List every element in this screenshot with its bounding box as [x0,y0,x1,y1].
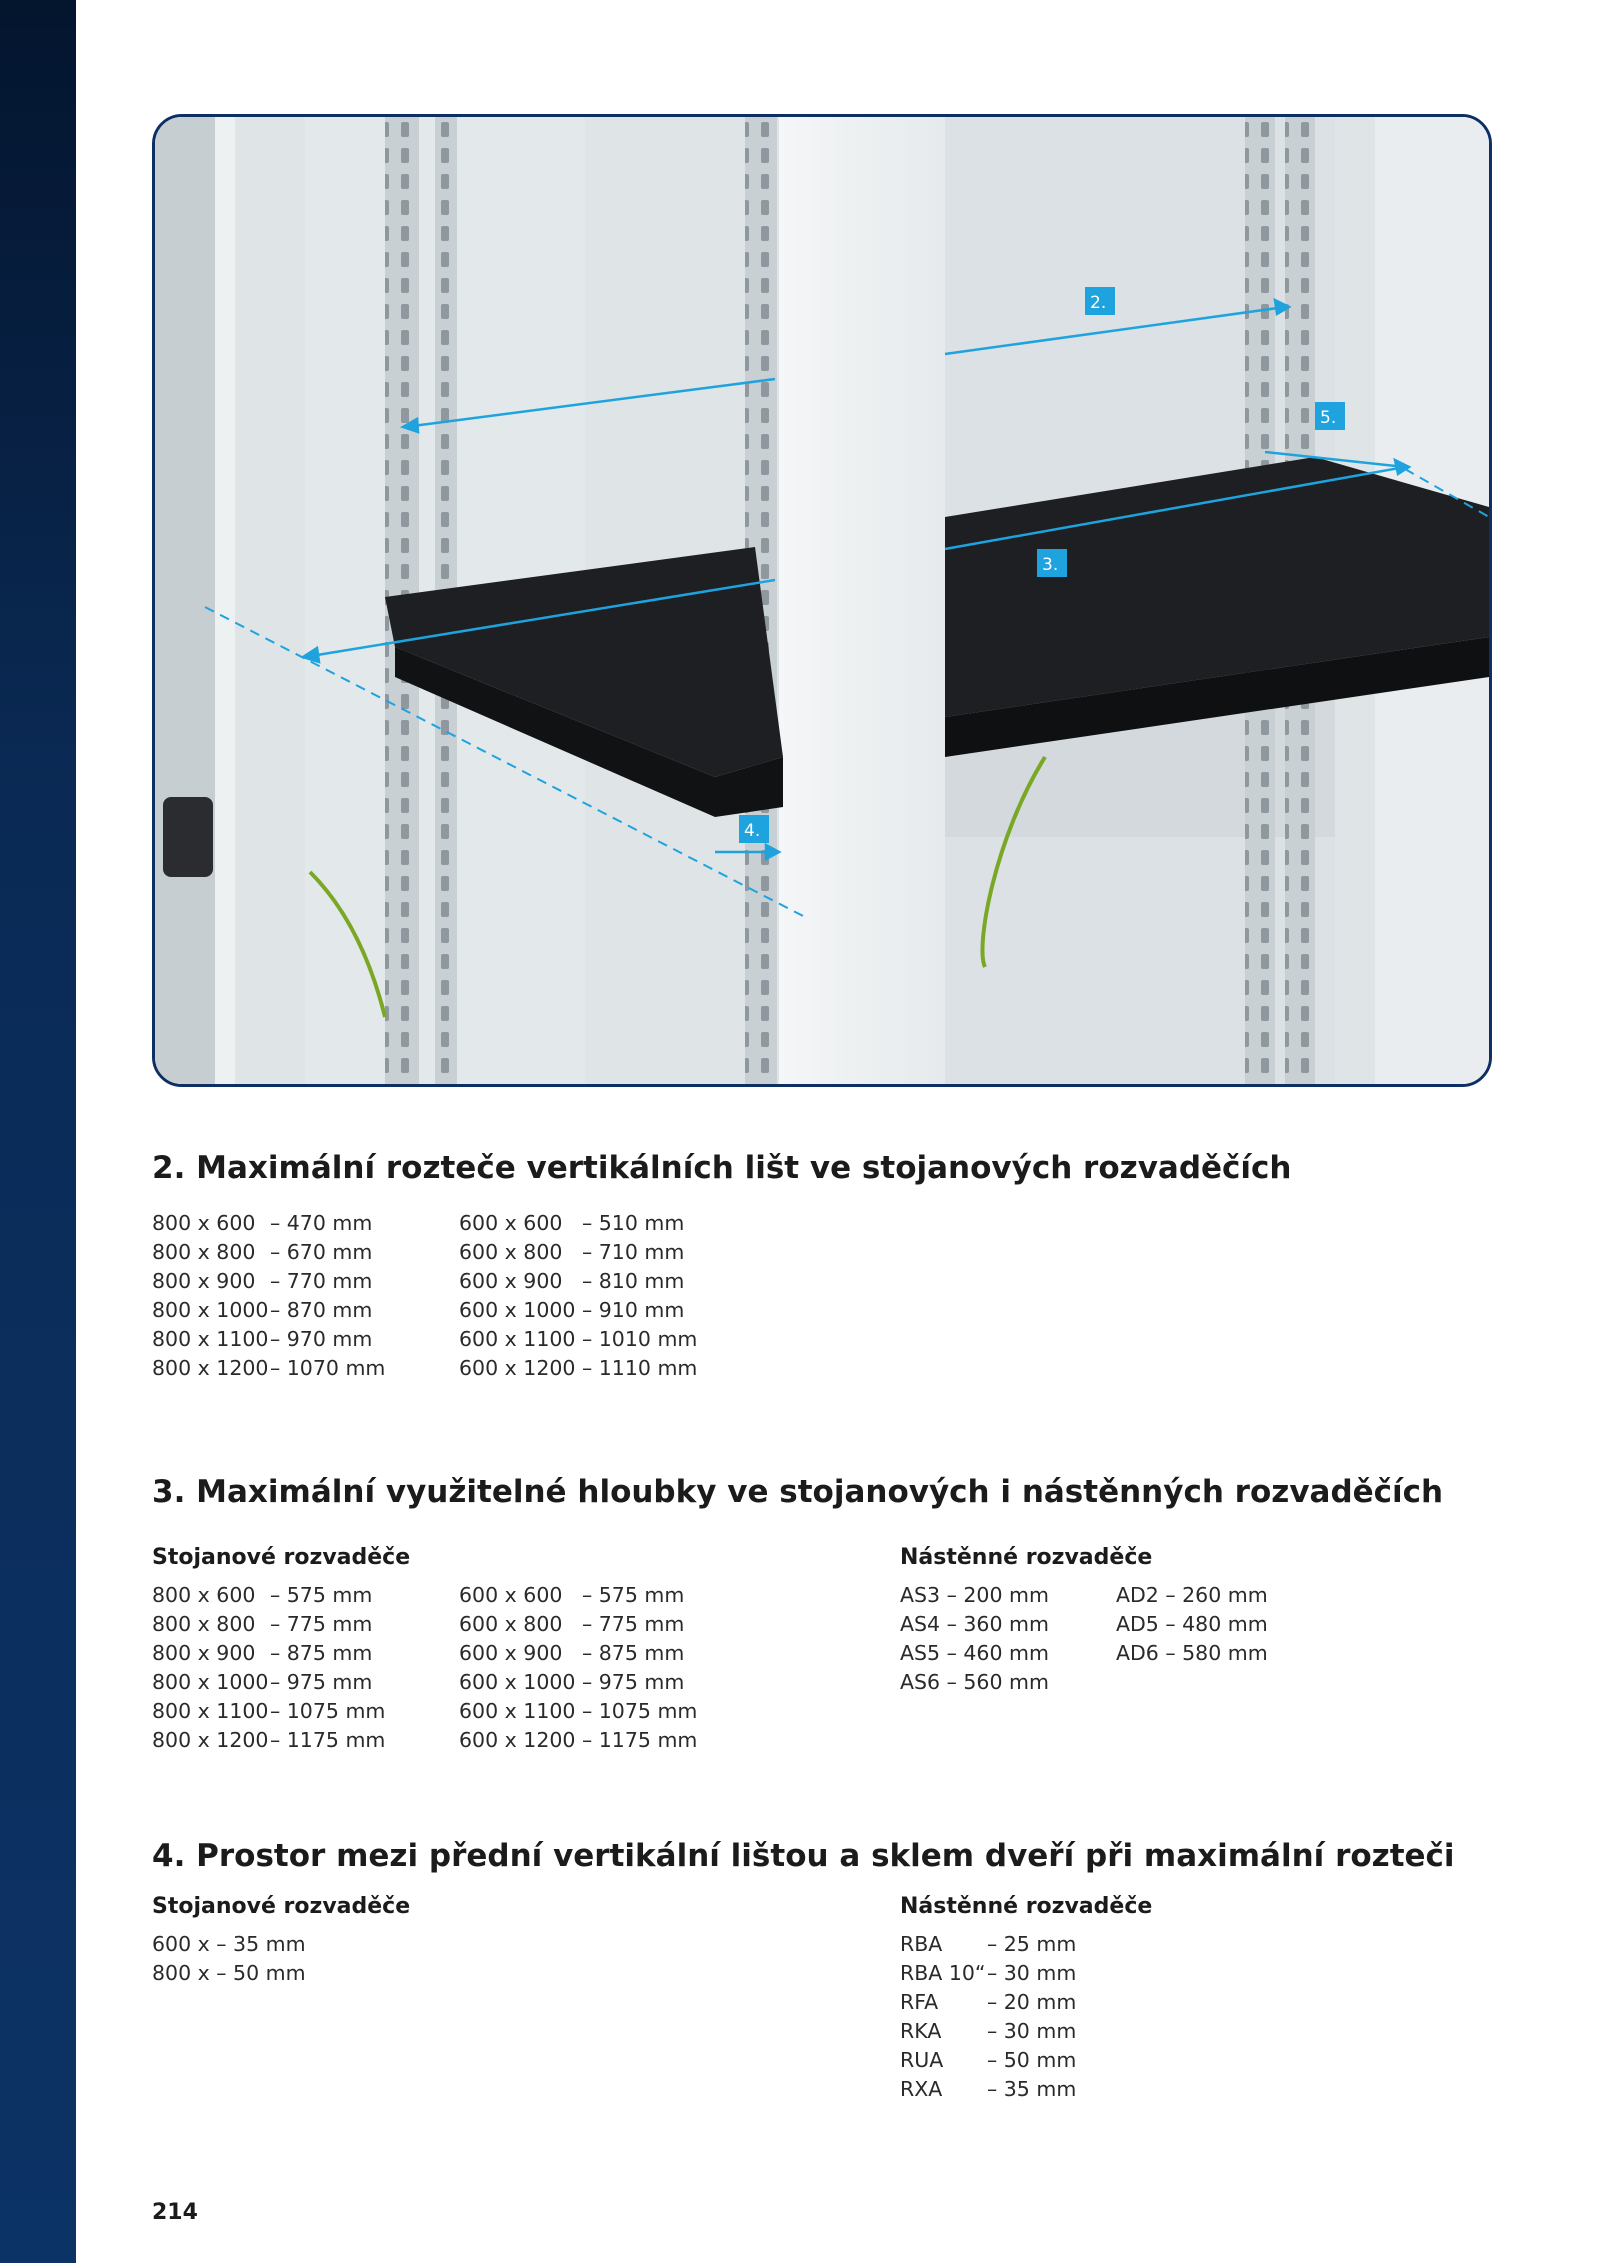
spec-row: 600 x 1000 – 975 mm [459,1670,685,1694]
section-4-subtitle-floor: Stojanové rozvaděče [152,1894,411,1919]
spec-row: RFA – 20 mm [900,1990,1077,2014]
spec-row: AD5 – 480 mm [1116,1612,1268,1636]
spec-row: 800 x 600 – 470 mm [152,1211,373,1235]
spec-row: 800 x 1000 – 975 mm [152,1670,373,1694]
spec-row: 600 x 600 – 510 mm [459,1211,685,1235]
spec-row: AD6 – 580 mm [1116,1641,1268,1665]
spec-row: 800 x 1200 – 1070 mm [152,1356,386,1380]
spec-row: RUA – 50 mm [900,2048,1077,2072]
spec-row: 600 x 1100 – 1075 mm [459,1699,698,1723]
measure-label-5: 5. [1320,408,1337,428]
section-4-subtitle-wall: Nástěnné rozvaděče [900,1894,1153,1919]
measure-label-4: 4. [744,821,761,841]
spec-row: 600 x 800 – 775 mm [459,1612,685,1636]
section-3-col-2 [459,1581,697,1755]
spec-row: 800 x 1100 – 970 mm [152,1327,373,1351]
spec-row: 800 x 1100 – 1075 mm [152,1699,386,1723]
rack-photo [152,114,1492,1087]
spec-row: AD2 – 260 mm [1116,1583,1268,1607]
section-2-col-1 [152,1209,385,1383]
spec-row: 600 x 1100 – 1010 mm [459,1327,698,1351]
spec-row: AS5 – 460 mm [900,1641,1049,1665]
spec-row: 800 x 800 – 670 mm [152,1240,373,1264]
page-number: 214 [152,2200,198,2225]
section-2-title: 2. Maximální rozteče vertikálních lišt ve stojanových rozvaděčích [152,1150,1292,1186]
spec-row: 600 x – 35 mm [152,1932,306,1956]
spec-row: RBA 10“ – 30 mm [900,1961,1077,1985]
spec-row: RXA – 35 mm [900,2077,1077,2101]
section-3-col-wall-as [900,1581,1049,1697]
measure-label-3: 3. [1042,555,1059,575]
spec-row: AS4 – 360 mm [900,1612,1049,1636]
spec-row: 600 x 900 – 875 mm [459,1641,685,1665]
spec-row: AS6 – 560 mm [900,1670,1049,1694]
spec-row: 600 x 1000 – 910 mm [459,1298,685,1322]
spec-row: RBA – 25 mm [900,1932,1077,1956]
rack-illustration [155,117,1489,1084]
spec-row: 600 x 1200 – 1110 mm [459,1356,698,1380]
spec-row: 800 x 900 – 770 mm [152,1269,373,1293]
section-3-title: 3. Maximální využitelné hloubky ve stojanových i nástěnných rozvaděčích [152,1474,1444,1510]
door-handle [163,797,213,877]
white-pillar [779,117,945,1084]
section-2-col-2 [459,1209,697,1383]
spec-row: 800 x 800 – 775 mm [152,1612,373,1636]
spec-row: 600 x 900 – 810 mm [459,1269,685,1293]
spec-row: 800 x 1000 – 870 mm [152,1298,373,1322]
page-sidebar-band [0,0,76,2263]
section-4-col-wall [900,1930,1076,2104]
section-3-subtitle-floor: Stojanové rozvaděče [152,1545,411,1570]
section-3-col-1 [152,1581,385,1755]
spec-row: AS3 – 200 mm [900,1583,1049,1607]
spec-row: 600 x 600 – 575 mm [459,1583,685,1607]
section-4-title: 4. Prostor mezi přední vertikální lištou a sklem dveří při maximální rozteči [152,1838,1455,1874]
spec-row: 600 x 1200 – 1175 mm [459,1728,698,1752]
spec-row: 600 x 800 – 710 mm [459,1240,685,1264]
spec-row: 800 x 600 – 575 mm [152,1583,373,1607]
section-3-col-wall-ad [1116,1581,1268,1668]
spec-row: 800 x 1200 – 1175 mm [152,1728,386,1752]
measure-label-2: 2. [1090,293,1107,313]
spec-row: RKA – 30 mm [900,2019,1077,2043]
section-3-subtitle-wall: Nástěnné rozvaděče [900,1545,1153,1570]
spec-row: 800 x – 50 mm [152,1961,306,1985]
spec-row: 800 x 900 – 875 mm [152,1641,373,1665]
section-4-col-floor [152,1930,306,1988]
